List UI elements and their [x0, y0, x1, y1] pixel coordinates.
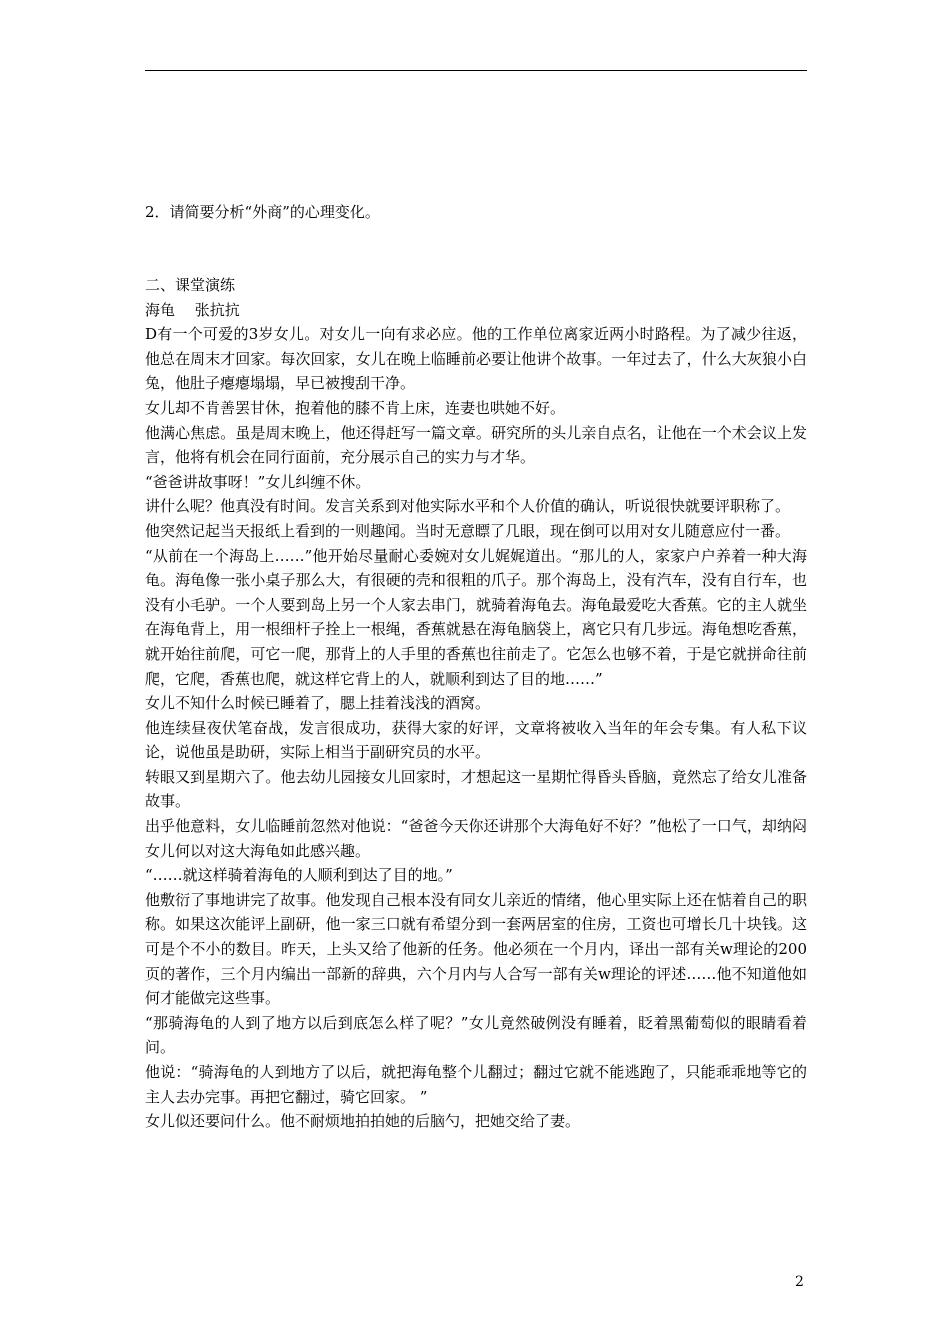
question-2: 2．请简要分析“外商”的心理变化。: [145, 203, 380, 221]
header-rule: [145, 70, 807, 71]
story-paragraph: “……就这样骑着海龟的人顺利到达了目的地。”: [145, 866, 453, 885]
story-paragraph: 他满心焦虑。虽是周末晚上，他还得赶写一篇文章。研究所的头儿亲自点名，让他在一个术会议上发言，他将有机会在同行面前，充分展示自己的实力与才华。: [145, 423, 807, 467]
story-body: [145, 322, 807, 1134]
story-paragraph: 出乎他意料，女儿临睡前忽然对他说：“爸爸今天你还讲那个大海龟好不好？”他松了一口气，却纳闷女儿何以对这大海龟如此感兴趣。: [145, 817, 807, 860]
story-paragraph: 转眼又到星期六了。他去幼儿园接女儿回家时，才想起这一星期忙得昏头昏脑，竟然忘了给女儿准备故事。: [145, 767, 807, 811]
section-heading: 二、课堂演练: [145, 276, 236, 294]
story-title: 海龟 张抗抗: [145, 300, 240, 319]
story-paragraph: “从前在一个海岛上……”他开始尽量耐心委婉对女儿娓娓道出。“那儿的人，家家户户养着一种大海龟。海龟像一张小桌子那么大，有很硬的壳和很粗的爪子。那个海岛上，没有汽车，没有自行车，也没有小毛驴。一个人要到岛上另一个人家去串门，就骑着海龟去。海龟最爱吃大香蕉。它的主人就坐在海龟背上，用一根细杆子拴上一根绳，香蕉就悬在海龟脑袋上，离它只有几步远。海龟想吃香蕉，就开始往前爬，可它一爬，那背上的人手里的香蕉也往前走了。它怎么也够不着，于是它就拼命往前爬，它爬，香蕉也爬，就这样它背上的人，就顺利到达了目的地……”: [145, 546, 807, 688]
story-paragraph: D有一个可爱的3岁女儿。对女儿一向有求必应。他的工作单位离家近两小时路程。为了减少往返，他总在周末才回家。每次回家，女儿在晚上临睡前必要让他讲个故事。一年过去了，什么大灰狼小白兔，他肚子瘪瘪塌塌，早已被搜刮干净。: [145, 325, 807, 393]
story-paragraph: 女儿却不肯善罢甘休，抱着他的膝不肯上床，连妻也哄她不好。: [145, 398, 566, 417]
reading-passage: [145, 273, 807, 1134]
story-paragraph: 讲什么呢？他真没有时间。发言关系到对他实际水平和个人价值的确认，听说很快就要评职称了。: [145, 497, 791, 516]
story-paragraph: 女儿不知什么时候已睡着了，腮上挂着浅浅的酒窝。: [145, 694, 491, 713]
story-paragraph: 女儿似还要问什么。他不耐烦地拍拍她的后脑勺，把她交给了妻。: [145, 1112, 581, 1131]
story-paragraph: “那骑海龟的人到了地方以后到底怎么样了呢？”女儿竟然破例没有睡着，眨着黑葡萄似的眼睛看着问。: [145, 1013, 807, 1057]
story-paragraph: 他连续昼夜伏笔奋战，发言很成功，获得大家的好评，文章将被收入当年的年会专集。有人私下议论，说他虽是助研，实际上相当于副研究员的水平。: [145, 718, 807, 762]
page-number: 2: [795, 1274, 804, 1290]
story-paragraph: “爸爸讲故事呀！”女儿纠缠不休。: [145, 472, 371, 491]
story-paragraph: 他说：“骑海龟的人到地方了以后，就把海龟整个儿翻过；翻过它就不能逃跑了，只能乖乖地等它的主人去办完事。再把它翻过，骑它回家。 ”: [145, 1063, 807, 1106]
story-paragraph: 他突然记起当天报纸上看到的一则趣闻。当时无意瞟了几眼，现在倒可以用对女儿随意应付一番。: [145, 521, 791, 540]
story-paragraph: 他敷衍了事地讲完了故事。他发现自己根本没有同女儿亲近的情绪，他心里实际上还在惦着自己的职称。如果这次能评上副研，他一家三口就有希望分到一套两居室的住房，工资也可增长几十块钱。这可是个不小的数目。昨天，上头又给了他新的任务。他必须在一个月内，译出一部有关w理论的200页的著作，三个月内编出一部新的辞典，六个月内与人合写一部有关w理论的评述……他不知道他如何才能做完这些事。: [145, 890, 807, 1008]
